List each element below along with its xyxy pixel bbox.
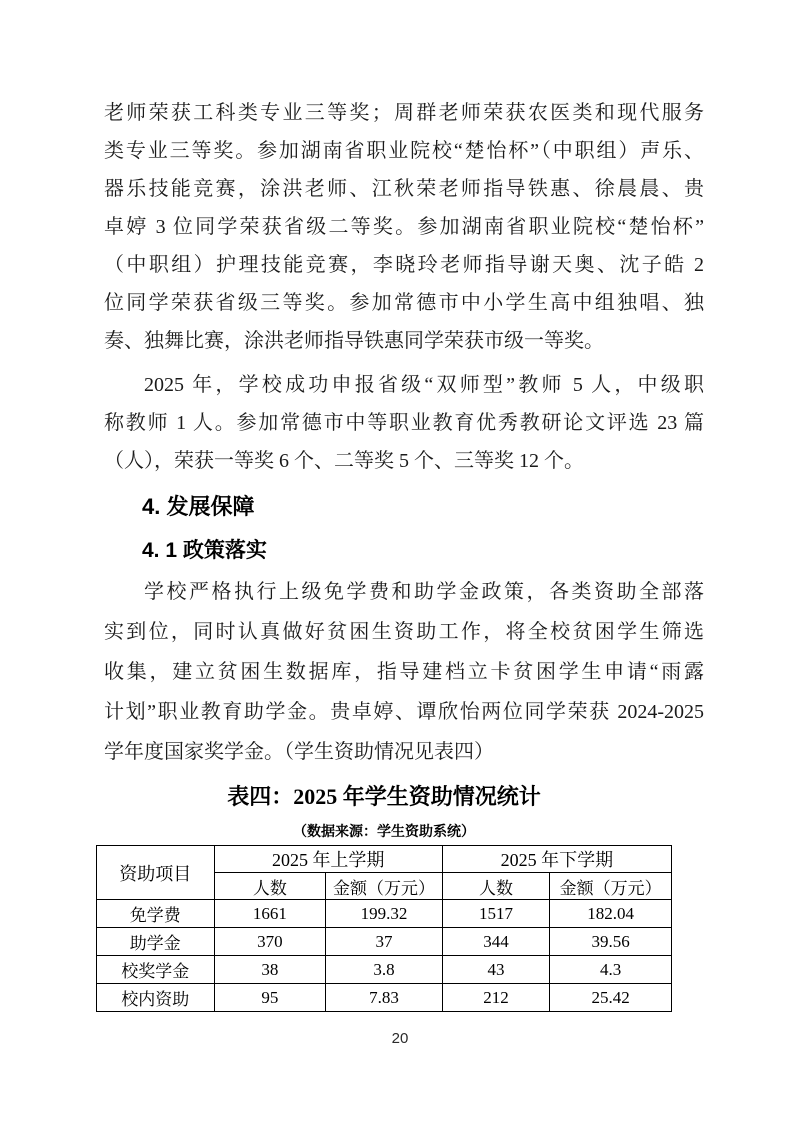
cell-item: 助学金 <box>97 928 215 956</box>
cell-value: 370 <box>214 928 326 956</box>
cell-value: 3.8 <box>326 956 443 984</box>
cell-value: 1517 <box>442 900 550 928</box>
table-row-school-scholarship <box>97 956 672 984</box>
header-cell-first-semester: 2025 年上学期 <box>214 846 442 873</box>
header-cell-second-semester: 2025 年下学期 <box>442 846 671 873</box>
header-cell-amount-2: 金额（万元） <box>550 873 672 900</box>
cell-item: 免学费 <box>97 900 215 928</box>
cell-value: 43 <box>442 956 550 984</box>
header-cell-count-2: 人数 <box>442 873 550 900</box>
text-line: 位同学荣获省级三等奖。参加常德市中小学生高中组独唱、独 <box>104 292 704 314</box>
text-line: 计划”职业教育助学金。贵卓婷、谭欣怡两位同学荣获 2024-2025 <box>104 701 704 723</box>
text-line: 实到位，同时认真做好贫困生资助工作，将全校贫困学生筛选 <box>104 621 704 643</box>
subsection-heading-policy-implementation: 4. 1 政策落实 <box>142 539 267 562</box>
text-line: 学年度国家奖学金。（学生资助情况见表四） <box>104 741 494 763</box>
text-line: 学校严格执行上级免学费和助学金政策，各类资助全部落 <box>144 581 704 603</box>
text-line: 老师荣获工科类专业三等奖；周群老师荣获农医类和现代服务 <box>104 102 704 124</box>
table-group-header-row <box>97 846 672 873</box>
header-cell-aid-item: 资助项目 <box>97 846 215 900</box>
table-row-tuition-waiver <box>97 900 672 928</box>
table-source-note: （数据来源：学生资助系统） <box>293 825 475 840</box>
paragraph-awards-continued <box>104 94 704 360</box>
cell-value: 182.04 <box>550 900 672 928</box>
cell-value: 95 <box>214 984 326 1012</box>
text-line: 卓婷 3 位同学荣获省级二等奖。参加湖南省职业院校“楚怡杯” <box>104 216 704 238</box>
cell-value: 7.83 <box>326 984 443 1012</box>
table-row-school-aid <box>97 984 672 1012</box>
text-line: （中职组）护理技能竞赛，李晓玲老师指导谢天奥、沈子皓 2 <box>104 254 704 276</box>
cell-value: 39.56 <box>550 928 672 956</box>
cell-value: 37 <box>326 928 443 956</box>
cell-value: 199.32 <box>326 900 443 928</box>
text-line: 收集，建立贫困生数据库，指导建档立卡贫困学生申请“雨露 <box>104 661 704 683</box>
cell-value: 344 <box>442 928 550 956</box>
header-cell-amount-1: 金额（万元） <box>326 873 443 900</box>
cell-value: 38 <box>214 956 326 984</box>
text-line: （人），荣获一等奖 6 个、二等奖 5 个、三等奖 12 个。 <box>104 450 584 472</box>
student-aid-table <box>96 845 672 1012</box>
cell-value: 212 <box>442 984 550 1012</box>
text-line: 类专业三等奖。参加湖南省职业院校“楚怡杯”（中职组）声乐、 <box>104 140 704 162</box>
text-line: 2025 年，学校成功申报省级“双师型”教师 5 人，中级职 <box>144 374 704 396</box>
cell-item: 校奖学金 <box>97 956 215 984</box>
table-four-block <box>96 781 672 1012</box>
table-title: 表四：2025 年学生资助情况统计 <box>227 784 541 809</box>
page-content <box>104 0 704 1012</box>
table-row-grant <box>97 928 672 956</box>
text-line: 奏、独舞比赛，涂洪老师指导铁惠同学荣获市级一等奖。 <box>104 330 604 352</box>
text-line: 称教师 1 人。参加常德市中等职业教育优秀教研论文评选 23 篇 <box>104 412 704 434</box>
cell-value: 4.3 <box>550 956 672 984</box>
cell-value: 25.42 <box>550 984 672 1012</box>
paragraph-policy-implementation <box>104 572 704 772</box>
paragraph-teacher-achievements <box>104 366 704 480</box>
header-cell-count-1: 人数 <box>214 873 326 900</box>
cell-item: 校内资助 <box>97 984 215 1012</box>
section-heading-development-support: 4. 发展保障 <box>142 494 255 519</box>
cell-value: 1661 <box>214 900 326 928</box>
text-line: 器乐技能竞赛，涂洪老师、江秋荣老师指导铁惠、徐晨晨、贵 <box>104 178 704 200</box>
page-number: 20 <box>391 1030 409 1047</box>
